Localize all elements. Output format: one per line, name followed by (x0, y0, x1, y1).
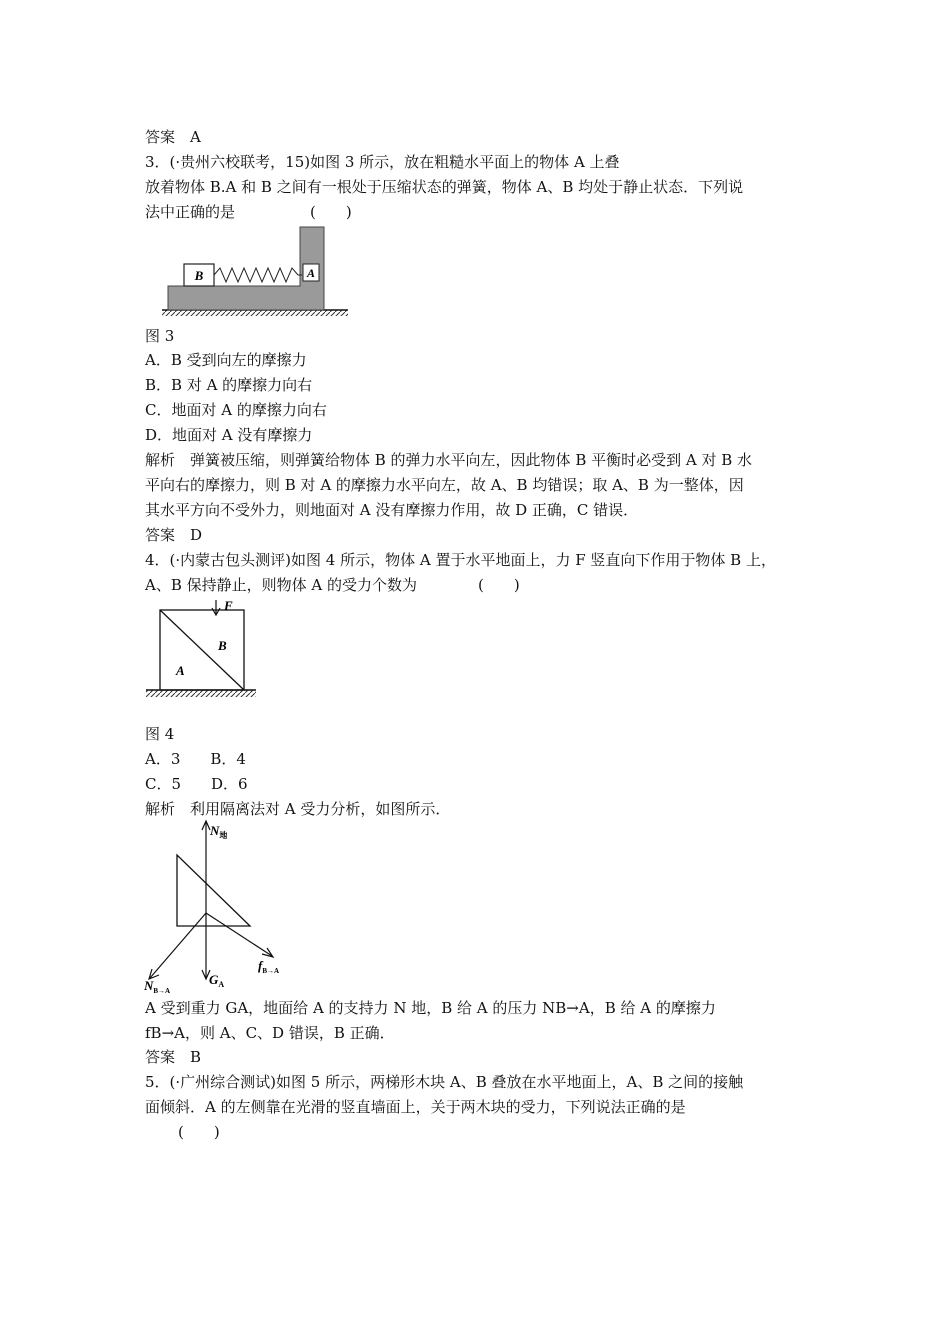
q4-label-a: A (176, 663, 185, 678)
q4-contact-diagonal (160, 610, 244, 690)
q3-label-b: B (194, 268, 204, 283)
q4-label-f-b-a: $f_{B\to A}$ (258, 958, 280, 975)
q4-label-f: F (224, 598, 233, 613)
q3-option-b: B．B 对 A 的摩擦力向右 (145, 376, 313, 394)
q4-analysis-line-2: fB→A，则 A、C、D 错误，B 正确． (145, 1024, 395, 1042)
q4-stem-line-2: A、B 保持静止，则物体 A 的受力个数为 (145, 576, 417, 594)
q3-stem-line-3: 法中正确的是 (145, 203, 236, 221)
q3-analysis-line-2: 平向右的摩擦力，则 B 对 A 的摩擦力水平向左，故 A、B 均错误；取 A、B 为一整体，因 (145, 476, 744, 494)
q4-label-n-ground: $N_地$ (210, 823, 228, 840)
q3-figure (140, 222, 360, 322)
q5-answer-paren: ( ) (178, 1123, 220, 1141)
q4-friction-b-on-a-arrow (206, 913, 272, 956)
q3-ground-hatching (162, 310, 348, 316)
q4-analysis-line-1: A 受到重力 GA，地面给 A 的支持力 N 地，B 给 A 的压力 NB→A，B 给 A 的摩擦力 (145, 999, 716, 1017)
q3-answer-paren: ( ) (310, 203, 352, 221)
q3-figure-caption: 图 3 (145, 327, 175, 345)
q4-label-b: B (218, 638, 227, 653)
q5-stem-line-2: 面倾斜．A 的左侧靠在光滑的竖直墙面上，关于两木块的受力，下列说法正确的是 (145, 1098, 686, 1116)
q3-option-c: C．地面对 A 的摩擦力向右 (145, 401, 327, 419)
q4-force-diagram (140, 818, 300, 996)
q3-analysis-line-3: 其水平方向不受外力，则地面对 A 没有摩擦力作用，故 D 正确，C 错误． (145, 501, 639, 519)
q2-answer: 答案 A (145, 128, 201, 146)
q3-stem-line-2: 放着物体 B.A 和 B 之间有一根处于压缩状态的弹簧，物体 A、B 均处于静止状态．下列说 (145, 178, 744, 196)
q4-analysis-intro: 解析 利用隔离法对 A 受力分析，如图所示． (145, 800, 451, 818)
q4-isolated-block-a (177, 855, 250, 926)
q5-stem-line-1: 5．(·广州综合测试)如图 5 所示，两梯形木块 A、B 叠放在水平地面上，A、B 之间的接触 (145, 1073, 744, 1091)
q3-label-a: A (306, 266, 316, 280)
q4-answer-paren: ( ) (478, 576, 520, 594)
q3-answer: 答案 D (145, 526, 203, 544)
q4-ground-hatching (146, 690, 256, 697)
q3-option-a: A．B 受到向左的摩擦力 (145, 351, 307, 369)
q4-figure (140, 598, 270, 704)
q3-spring (214, 268, 302, 282)
q4-label-g: $G_A$ (209, 972, 225, 989)
q3-analysis-line-1: 解析 弹簧被压缩，则弹簧给物体 B 的弹力水平向左，因此物体 B 平衡时必受到 A 对 B 水 (145, 451, 753, 469)
q4-answer: 答案 B (145, 1048, 202, 1066)
q3-option-d: D．地面对 A 没有摩擦力 (145, 426, 313, 444)
q4-figure-caption: 图 4 (145, 725, 175, 743)
q3-stem-line-1: 3．(·贵州六校联考，15)如图 3 所示，放在粗糙水平面上的物体 A 上叠 (145, 153, 620, 171)
q4-options-row-2: C．5 D．6 (145, 775, 248, 793)
q4-label-n-b-a: $N_{B\to A}$ (144, 978, 171, 995)
q4-options-row-1: A．3 B．4 (145, 750, 246, 768)
q4-stem-line-1: 4．(·内蒙古包头测评)如图 4 所示，物体 A 置于水平地面上，力 F 竖直向下作用于物体 B 上， (145, 551, 776, 569)
q4-pressure-b-on-a-arrow (150, 913, 206, 978)
